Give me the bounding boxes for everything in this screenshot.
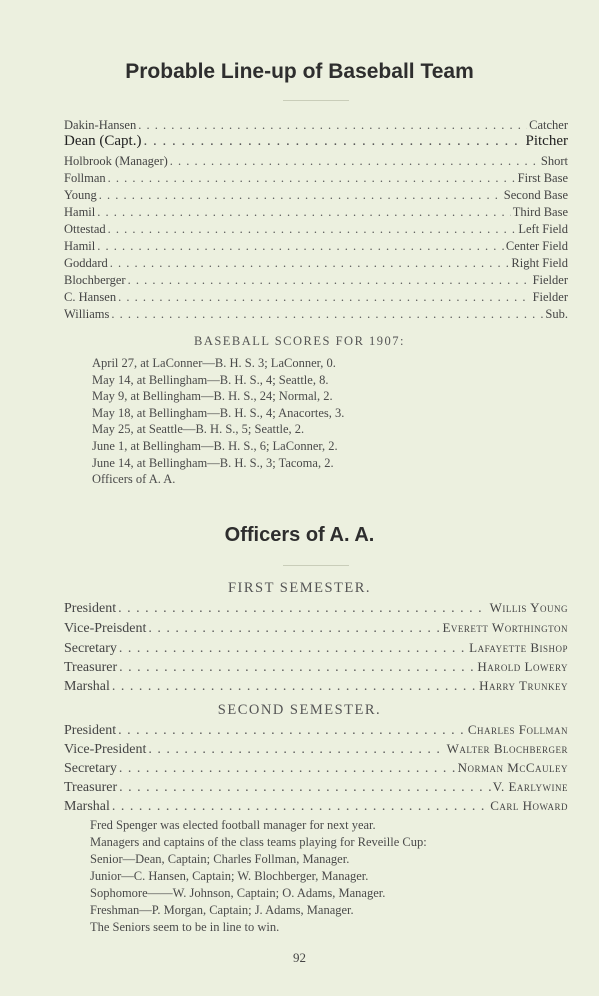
lineup-row (64, 273, 568, 288)
lineup-row (64, 239, 568, 254)
officer-row (64, 600, 568, 617)
player-name: Dean (Capt.) (64, 133, 142, 149)
player-position: First Base (517, 171, 568, 185)
player-position: Second Base (503, 188, 568, 202)
player-name: Ottestad (64, 222, 106, 236)
page-number: 92 (293, 950, 306, 965)
title-divider (283, 100, 349, 101)
first-semester-title: FIRST SEMESTER. (227, 580, 372, 596)
officers-divider (283, 565, 349, 566)
office-label: Secretary (64, 761, 117, 776)
office-label: Treasurer (64, 780, 118, 795)
lineup-row (64, 133, 568, 150)
note-line: Junior—C. Hansen, Captain; W. Blochberger, Manager. (90, 869, 369, 883)
office-label: Treasurer (64, 660, 118, 675)
lineup-title: Probable Line-up of Baseball Team (125, 60, 474, 83)
score-line: May 25, at Seattle—B. H. S., 5; Seattle, 2. (92, 422, 305, 436)
officer-row (64, 779, 568, 796)
officer-row (64, 760, 568, 777)
player-position: Pitcher (525, 133, 568, 149)
lineup-row (64, 154, 568, 169)
score-line: Officers of A. A. (92, 472, 176, 486)
player-name: Goddard (64, 256, 108, 270)
player-position: Sub. (545, 307, 568, 321)
officer-row (64, 741, 568, 758)
second-semester-title: SECOND SEMESTER. (217, 702, 382, 718)
office-label: Vice-President (64, 742, 147, 757)
player-position: Short (540, 154, 568, 168)
officer-row (64, 798, 568, 815)
score-line: May 14, at Bellingham—B. H. S., 4; Seattle, 8. (92, 373, 329, 387)
player-position: Fielder (532, 273, 568, 287)
score-line: April 27, at LaConner—B. H. S. 3; LaConner, 0. (92, 356, 336, 370)
note-line: Freshman—P. Morgan, Captain; J. Adams, Manager. (90, 903, 354, 917)
player-position: Third Base (512, 205, 568, 219)
player-name: Hamil (64, 205, 96, 219)
office-label: President (64, 601, 117, 616)
player-name: C. Hansen (64, 290, 117, 304)
officer-row (64, 640, 568, 657)
player-position: Left Field (518, 222, 568, 236)
office-label: Vice-Preisdent (64, 621, 147, 636)
player-name: Follman (64, 171, 106, 185)
score-line: June 14, at Bellingham—B. H. S., 3; Tacoma, 2. (92, 456, 334, 470)
player-position: Fielder (532, 290, 568, 304)
scores-title: BASEBALL SCORES FOR 1907: (193, 334, 406, 348)
officer-row (64, 620, 568, 637)
office-label: Marshal (64, 679, 110, 694)
officer-name: Lafayette Bishop (469, 640, 568, 655)
officers-title: Officers of A. A. (224, 524, 375, 546)
office-label: Marshal (64, 799, 110, 814)
score-line: June 1, at Bellingham—B. H. S., 6; LaConner, 2. (92, 439, 338, 453)
player-name: Dakin-Hansen (64, 118, 137, 132)
officer-name: Harold Lowery (477, 659, 568, 674)
office-label: Secretary (64, 641, 117, 656)
lineup-row (64, 118, 568, 133)
officer-name: Carl Howard (490, 798, 568, 813)
note-line: Managers and captains of the class teams playing for Reveille Cup: (90, 835, 427, 849)
officer-name: Walter Blochberger (446, 741, 568, 756)
officer-name: Everett Worthington (442, 620, 568, 635)
officer-row (64, 678, 568, 695)
player-position: Center Field (505, 239, 568, 253)
officer-name: Charles Follman (467, 722, 568, 737)
note-line: The Seniors seem to be in line to win. (90, 920, 280, 934)
lineup-row (64, 205, 568, 220)
score-line: May 9, at Bellingham—B. H. S., 24; Normal, 2. (92, 389, 333, 403)
note-line: Senior—Dean, Captain; Charles Follman, Manager. (90, 852, 350, 866)
player-position: Catcher (529, 118, 568, 132)
player-name: Blochberger (64, 273, 126, 287)
officer-name: Norman McCauley (457, 760, 568, 775)
lineup-row (64, 307, 568, 322)
score-line: May 18, at Bellingham—B. H. S., 4; Anacortes, 3. (92, 406, 345, 420)
officer-row (64, 659, 568, 676)
lineup-row (64, 290, 568, 305)
officer-name: Willis Young (489, 600, 568, 615)
player-name: Holbrook (Manager) (64, 154, 168, 168)
player-position: Right Field (511, 256, 568, 270)
player-name: Young (64, 188, 97, 202)
lineup-row (64, 256, 568, 271)
player-name: Williams (64, 307, 110, 321)
officer-name: Harry Trunkey (479, 678, 568, 693)
office-label: President (64, 723, 117, 738)
player-name: Hamil (64, 239, 96, 253)
lineup-row (64, 222, 568, 237)
note-line: Sophomore——W. Johnson, Captain; O. Adams, Manager. (90, 886, 386, 900)
note-line: Fred Spenger was elected football manager for next year. (90, 818, 376, 832)
officer-name: V. Earlywine (492, 779, 568, 794)
officer-row (64, 722, 568, 739)
lineup-row (64, 188, 568, 203)
lineup-row (64, 171, 568, 186)
